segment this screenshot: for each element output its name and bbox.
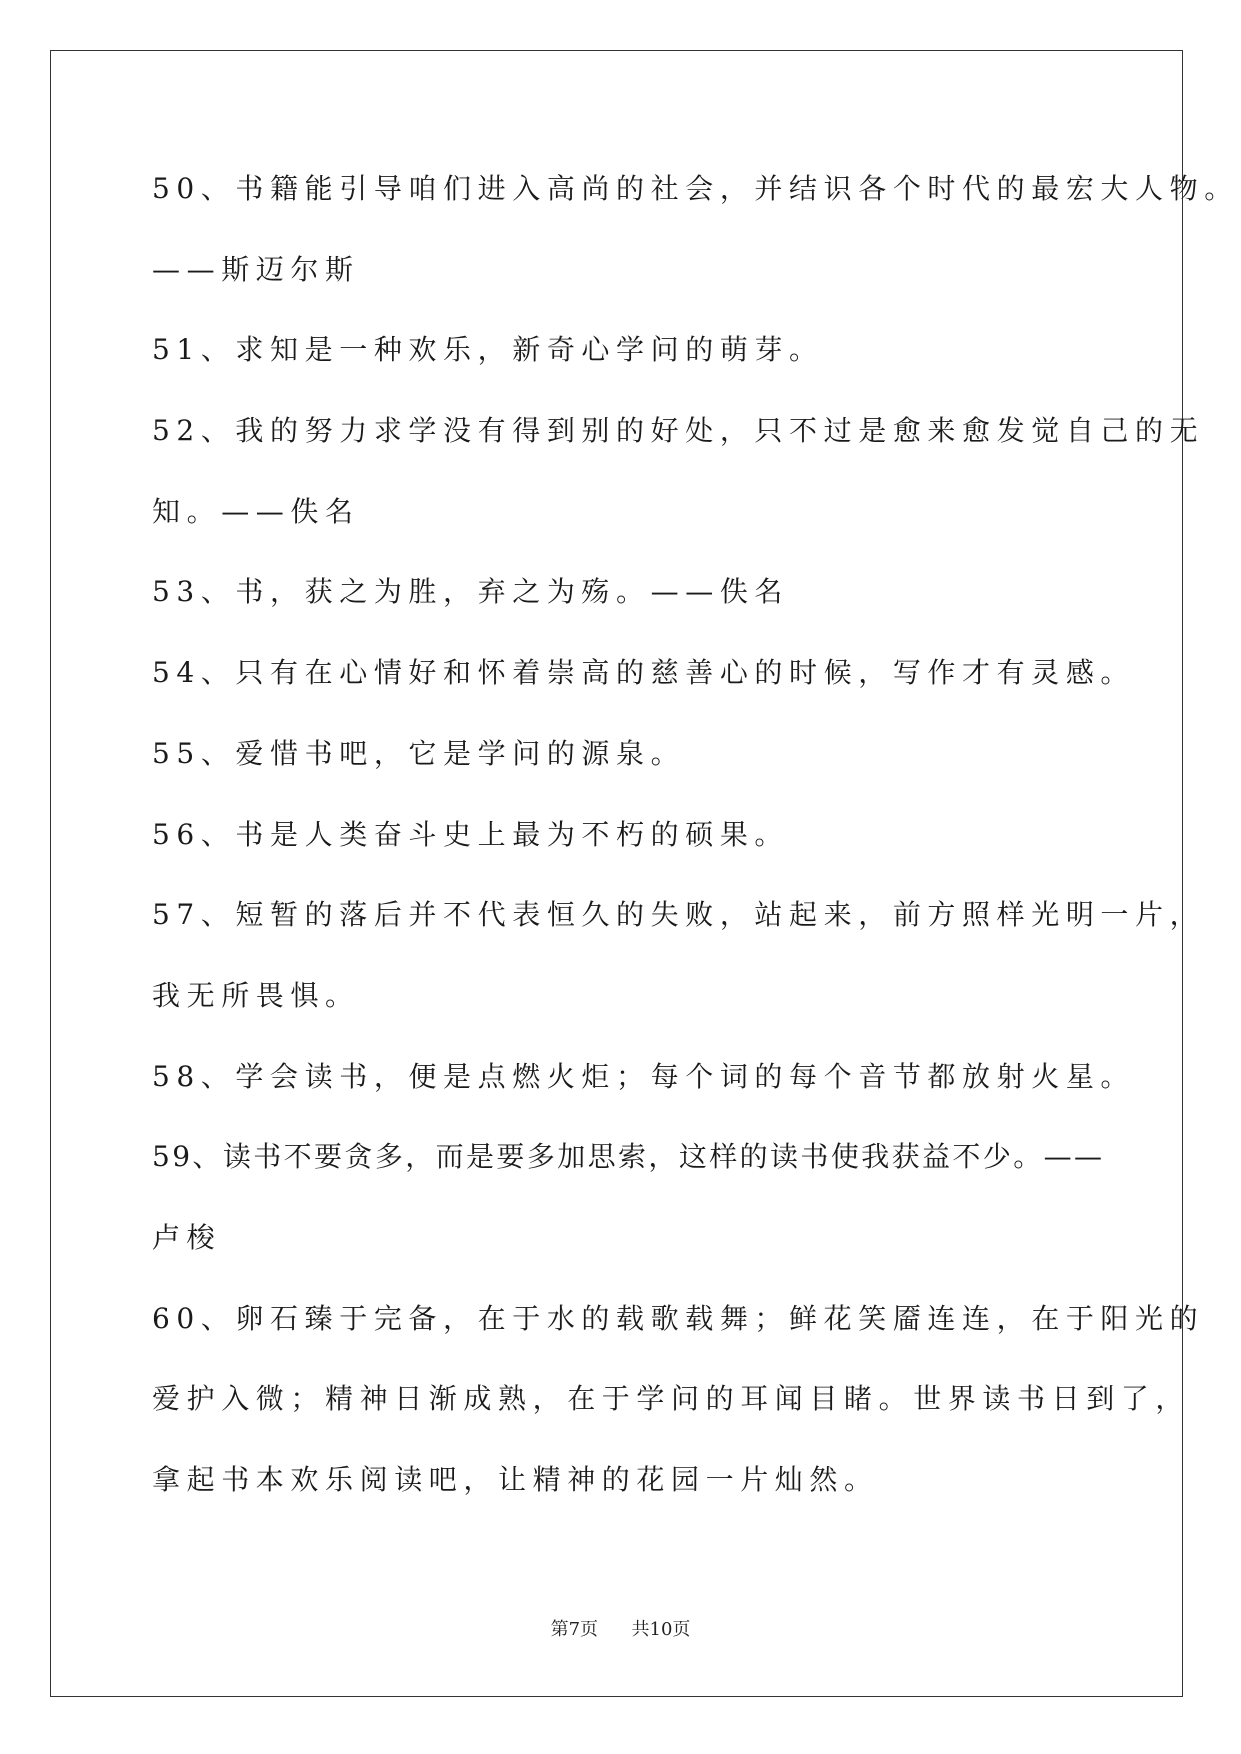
- text-line: 我无所畏惧。: [152, 978, 360, 1012]
- text-line: 57、短暂的落后并不代表恒久的失败，站起来，前方照样光明一片，: [152, 898, 1205, 932]
- text-line: 60、卵石臻于完备，在于水的载歌载舞；鲜花笑靥连连，在于阳光的: [152, 1301, 1205, 1335]
- page-number: 第7页: [550, 1619, 599, 1640]
- text-line: 52、我的努力求学没有得到别的好处，只不过是愈来愈发觉自己的无: [152, 414, 1205, 448]
- text-line: ——斯迈尔斯: [152, 252, 360, 286]
- text-line: 爱护入微；精神日渐成熟，在于学问的耳闻目睹。世界读书日到了，: [152, 1382, 1191, 1416]
- document-body: [152, 163, 1239, 1535]
- text-line: 54、只有在心情好和怀着崇高的慈善心的时候，写作才有灵感。: [152, 656, 1136, 690]
- text-line: 58、学会读书，便是点燃火炬；每个词的每个音节都放射火星。: [152, 1059, 1136, 1093]
- text-line: 55、爱惜书吧，它是学问的源泉。: [152, 736, 686, 770]
- text-line: 拿起书本欢乐阅读吧，让精神的花园一片灿然。: [152, 1463, 879, 1496]
- text-line: 51、求知是一种欢乐，新奇心学问的萌芽。: [152, 333, 824, 367]
- page-footer: [0, 1615, 1241, 1641]
- text-line: 53、书，获之为胜，弃之为殇。——佚名: [152, 575, 790, 609]
- text-line: 56、书是人类奋斗史上最为不朽的硕果。: [152, 817, 790, 851]
- text-line: 50、书籍能引导咱们进入高尚的社会，并结识各个时代的最宏大人物。: [152, 172, 1239, 205]
- page-total: 共10页: [631, 1619, 691, 1640]
- text-line: 卢梭: [152, 1220, 222, 1254]
- text-line: 知。——佚名: [152, 494, 360, 528]
- text-line: 59、读书不要贪多，而是要多加思索，这样的读书使我获益不少。——: [152, 1140, 1105, 1174]
